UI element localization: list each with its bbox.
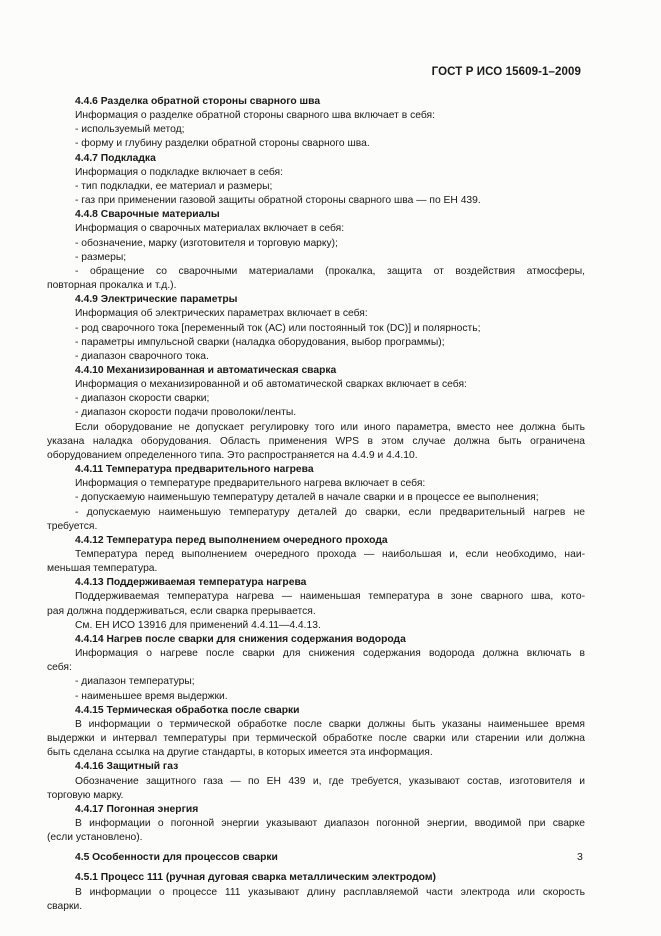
paragraph: Обозначение защитного газа — по ЕН 439 и, где требуется, указывают состав, изготовителя и	[75, 775, 585, 787]
list-item: - диапазон сварочного тока.	[75, 350, 209, 362]
list-item: - наименьшее время выдержки.	[75, 690, 228, 702]
paragraph: В информации о погонной энергии указывают диапазон погонной энергии, вводимой при сварке	[75, 817, 585, 829]
paragraph: Информация о нагреве после сварки для снижения содержания водорода должна включать в	[75, 648, 585, 660]
list-item: - газ при применении газовой защиты обратной стороны сварного шва — по ЕН 439.	[75, 195, 481, 207]
document-body	[47, 95, 585, 914]
section-heading: 4.4.15 Термическая обработка после сварки	[75, 704, 300, 716]
list-item: - диапазон скорости подачи проволоки/ленты.	[75, 407, 297, 419]
list-item: - обозначение, марку (изготовителя и торговую марку);	[75, 237, 338, 249]
list-item: - допускаемую наименьшую температуру деталей в начале сварки и в процессе ее выполнения;	[75, 492, 539, 504]
paragraph: В информации о процессе 111 указывают длину расплавляемой части электрода или скорость	[75, 886, 585, 898]
section-heading: 4.4.17 Погонная энергия	[75, 803, 199, 815]
paragraph-continuation: быть сделана ссылка на другие стандарты, в которых имеется эта информация.	[47, 747, 433, 759]
list-item-continuation: повторная прокалка и т.д.).	[47, 280, 177, 292]
section-heading: 4.4.7 Подкладка	[75, 152, 156, 164]
section-heading: 4.4.11 Температура предварительного нагрева	[75, 464, 314, 476]
paragraph-continuation: торговую марку.	[47, 789, 124, 801]
page-number: 3	[577, 851, 583, 863]
paragraph: В информации о термической обработке после сварки должны быть указаны наименьшее время	[75, 718, 585, 730]
section-heading: 4.5.1 Процесс 111 (ручная дуговая сварка металлическим электродом)	[75, 872, 436, 884]
paragraph-continuation: указана наладка оборудования. Область применения WPS в этом случае должна быть ограничена	[47, 435, 585, 447]
paragraph-continuation: меньшая температура.	[47, 563, 158, 575]
list-item: - параметры импульсной сварки (наладка оборудования, выбор программы);	[75, 336, 445, 348]
section-heading: 4.4.8 Сварочные материалы	[75, 209, 220, 221]
paragraph-continuation: себя:	[47, 662, 72, 674]
list-item: - тип подкладки, ее материал и размеры;	[75, 180, 273, 192]
section-heading: 4.4.6 Разделка обратной стороны сварного шва	[75, 96, 321, 107]
list-item: - размеры;	[75, 251, 127, 263]
paragraph: Информация о сварочных материалах включает в себя:	[75, 223, 345, 235]
section-heading: 4.4.12 Температура перед выполнением очередного прохода	[75, 534, 388, 546]
section-heading: 4.4.14 Нагрев после сварки для снижения содержания водорода	[75, 633, 406, 645]
paragraph-continuation: сварки.	[47, 900, 83, 912]
paragraph: Если оборудование не допускает регулировку того или иного параметра, вместо нее должна быть	[75, 421, 585, 433]
paragraph-continuation: рая должна поддерживаться, если сварка прерывается.	[47, 605, 316, 617]
section-heading: 4.4.9 Электрические параметры	[75, 294, 238, 306]
paragraph: Поддерживаемая температура нагрева — наименьшая температура в зоне сварного шва, кото-	[75, 591, 585, 603]
list-item: - допускаемую наименьшую температуру деталей до сварки, если предварительный нагрев не	[75, 506, 585, 518]
list-item: - используемый метод;	[75, 124, 185, 136]
paragraph-continuation: выдержки и интервал температуры при термической обработке после сварки или старении или должна	[47, 733, 585, 745]
list-item: - диапазон температуры;	[75, 676, 195, 688]
paragraph: Информация о температуре предварительного нагрева включает в себя:	[75, 478, 426, 490]
list-item: - форму и глубину разделки обратной стороны сварного шва.	[75, 138, 370, 150]
paragraph: См. ЕН ИСО 13916 для применений 4.4.11—4.4.13.	[75, 619, 321, 631]
section-heading: 4.5 Особенности для процессов сварки	[75, 852, 278, 864]
paragraph: Температура перед выполнением очередного прохода — наибольшая и, если необходимо, наи-	[75, 549, 585, 560]
section-heading: 4.4.10 Механизированная и автоматическая сварка	[75, 364, 337, 376]
paragraph-continuation: (если установлено).	[47, 832, 143, 844]
paragraph: Информация о механизированной и об автоматической сварках включает в себя:	[75, 379, 467, 391]
paragraph-continuation: оборудованием определенного типа. Это распространяется на 4.4.9 и 4.4.10.	[47, 449, 418, 461]
section-heading: 4.4.16 Защитный газ	[75, 761, 179, 773]
paragraph: Информация об электрических параметрах включает в себя:	[75, 308, 368, 320]
list-item: - род сварочного тока [переменный ток (АС) или постоянный ток (DC)] и полярность;	[75, 322, 481, 334]
section-heading: 4.4.13 Поддерживаемая температура нагрева	[75, 577, 307, 589]
paragraph: Информация о подкладке включает в себя:	[75, 166, 283, 178]
list-item-continuation: требуется.	[47, 520, 98, 532]
standard-designation: ГОСТ Р ИСО 15609-1–2009	[431, 66, 581, 78]
list-item: - диапазон скорости сварки;	[75, 393, 210, 405]
paragraph: Информация о разделке обратной стороны сварного шва включает в себя:	[75, 110, 435, 122]
list-item: - обращение со сварочными материалами (прокалка, защита от воздействия атмосферы,	[75, 265, 585, 277]
